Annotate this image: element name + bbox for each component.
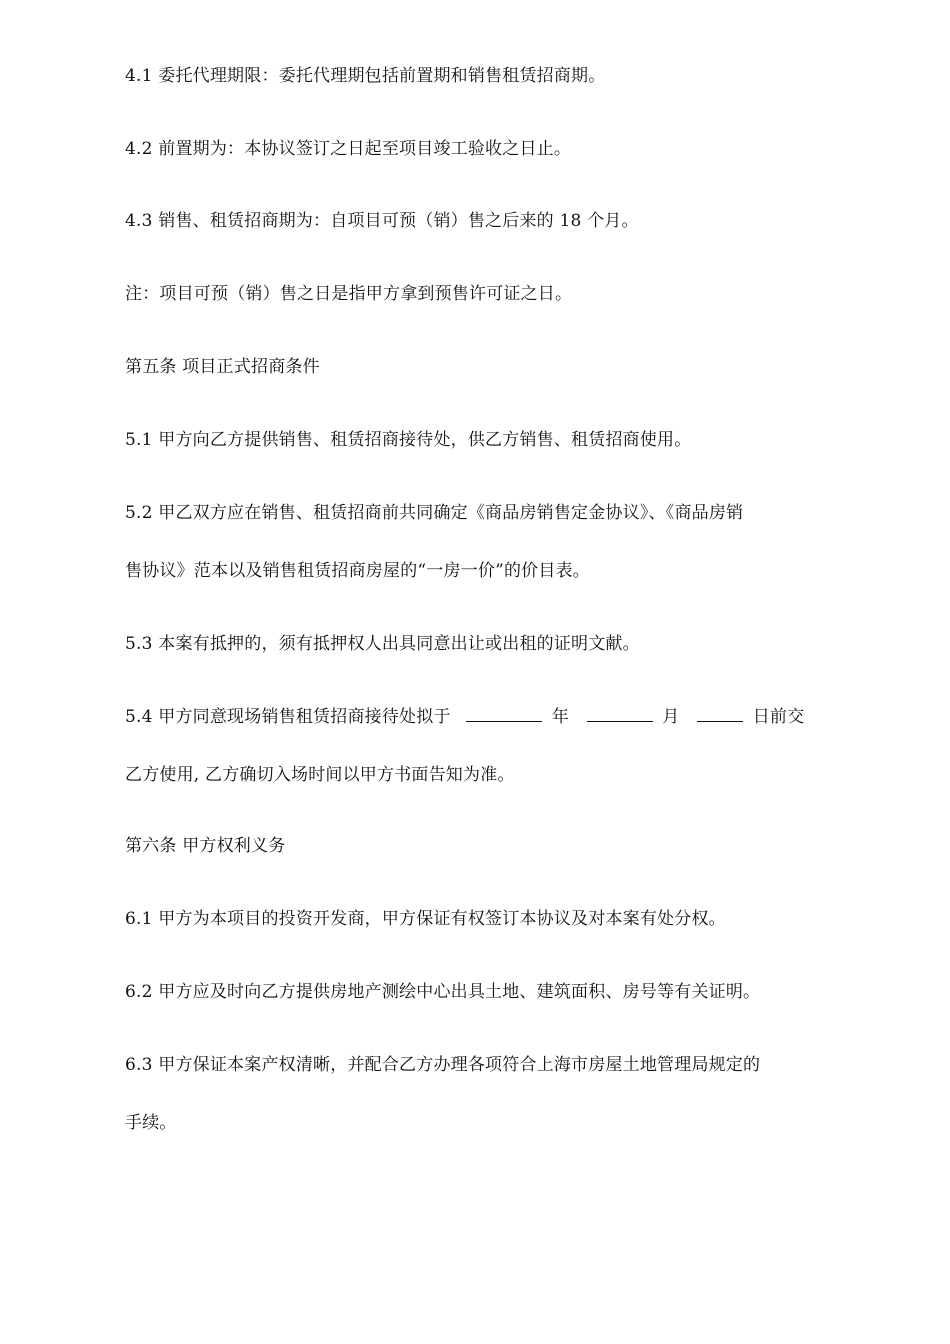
month-label: 月 (662, 707, 680, 727)
clause-5-2-line-1: 5.2 甲乙双方应在销售、租赁招商前共同确定《商品房销售定金协议》、《商品房销 (125, 503, 744, 523)
clause-6-3-line-1: 6.3 甲方保证本案产权清晰，并配合乙方办理各项符合上海市房屋土地管理局规定的 (125, 1055, 761, 1075)
clause-5-1: 5.1 甲方向乙方提供销售、租赁招商接待处，供乙方销售、租赁招商使用。 (125, 430, 692, 450)
clause-5-2-line-2: 售协议》范本以及销售租赁招商房屋的“一房一价”的价目表。 (125, 561, 590, 581)
year-label: 年 (551, 707, 570, 727)
clause-4-3: 4.3 销售、租赁招商期为：自项目可预（销）售之后来的 18 个月。 (125, 211, 639, 231)
clause-5-4-suffix: 日前交 (752, 707, 805, 727)
section-heading-5: 第五条 项目正式招商条件 (125, 357, 320, 377)
clause-5-3: 5.3 本案有抵押的，须有抵押权人出具同意出让或出租的证明文献。 (125, 634, 640, 654)
note-presale-date: 注：项目可预（销）售之日是指甲方拿到预售许可证之日。 (125, 284, 573, 304)
clause-5-4-line-1 (125, 705, 837, 729)
clause-6-2: 6.2 甲方应及时向乙方提供房地产测绘中心出具土地、建筑面积、房号等有关证明。 (125, 982, 761, 1002)
section-heading-6: 第六条 甲方权利义务 (125, 836, 286, 856)
clause-5-4-prefix: 5.4 甲方同意现场销售租赁招商接待处拟于 (125, 707, 451, 727)
day-blank[interactable] (697, 705, 743, 722)
clause-4-2: 4.2 前置期为：本协议签订之日起至项目竣工验收之日止。 (125, 139, 572, 159)
month-blank[interactable] (587, 705, 653, 722)
year-blank[interactable] (466, 705, 542, 722)
clause-6-1: 6.1 甲方为本项目的投资开发商，甲方保证有权签订本协议及对本案有处分权。 (125, 909, 726, 929)
clause-5-4-line-2: 乙方使用, 乙方确切入场时间以甲方书面告知为准。 (125, 765, 515, 785)
clause-6-3-line-2: 手续。 (125, 1113, 177, 1133)
clause-4-1: 4.1 委托代理期限：委托代理期包括前置期和销售租赁招商期。 (125, 66, 606, 86)
